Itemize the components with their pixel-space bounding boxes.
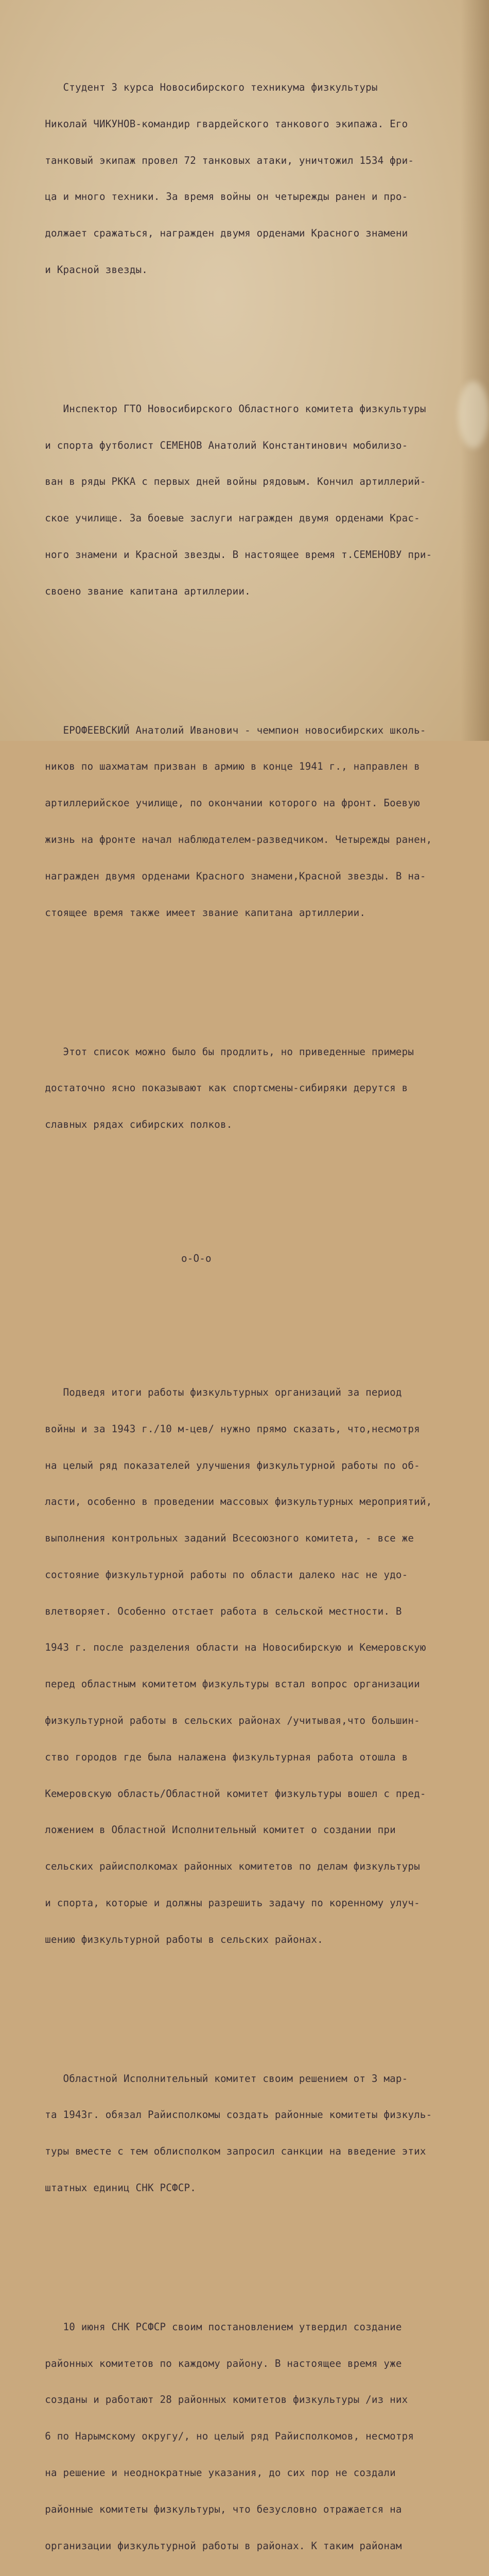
text-line: и спорта футболист СЕМЕНОВ Анатолий Константинович мобилизо- [27,439,408,451]
text-line: и Красной звезды. [27,263,148,276]
text-line: должает сражаться, награжден двумя орденами Красного знамени [27,227,408,240]
paragraph-snk-resolution [27,2297,480,2576]
paragraph-erofeevsky [27,700,480,943]
text-line: ного знамени и Красной звезды. В настоящее время т.СЕМЕНОВУ при- [27,548,432,561]
text-line: Кемеровскую область/Областной комитет физкультуры вошел с пред- [27,1787,426,1800]
paragraph-gap [27,646,480,664]
text-line: ское училище. За боевые заслуги награжден двумя орденами Крас- [27,512,420,524]
text-line: и спорта, которые и должны разрешить задачу по коренному улуч- [27,1896,420,1909]
text-line: на решение и неоднократные указания, до сих пор не создали [27,2467,396,2479]
text-line: состояние физкультурной работы по области далеко нас не удо- [27,1568,408,1581]
paragraph-conclusion-list [27,1021,480,1155]
text-line: ван в ряды РККА с первых дней войны рядовым. Кончил артиллерий- [27,476,426,488]
text-line: Инспектор ГТО Новосибирского Областного комитета физкультуры [27,402,426,415]
text-line: ЕРОФЕЕВСКИЙ Анатолий Иванович - чемпион новосибирских школь- [27,724,426,736]
section-separator [27,1228,480,1289]
text-line: районные комитеты физкультуры, что безусловно отражается на [27,2503,402,2515]
text-line: ложением в Областной Исполнительный комитет о создании при [27,1824,396,1836]
text-line: на целый ряд показателей улучшения физкультурной работы по об- [27,1459,420,1471]
text-line: 6 по Нарымскому округу/, но целый ряд Райисполкомов, несмотря [27,2430,414,2443]
paragraph-gap [27,1994,480,2012]
text-line: ство городов где была налажена физкультурная работа отошла в [27,1751,408,1763]
text-line: та 1943г. обязал Райисполкомы создать районные комитеты физкуль- [27,2109,432,2121]
paragraph-gap [27,2243,480,2260]
paragraph-results [27,1362,480,1970]
text-line: своено звание капитана артиллерии. [27,585,251,597]
text-line: достаточно ясно показывают как спортсмены-сибиряки дерутся в [27,1082,408,1094]
paragraph-gap [27,325,480,342]
text-line: ников по шахматам призван в армию в конце 1941 г., направлен в [27,760,420,773]
paragraph-gap [27,1179,480,1192]
text-line: ца и много техники. За время войны он четырежды ранен и про- [27,191,408,203]
text-line: жизнь на фронте начал наблюдателем-разведчиком. Четырежды ранен, [27,834,432,845]
text-line: награжден двумя орденами Красного знамени,Красной звезды. В на- [27,870,426,882]
text-line: физкультурной работы в сельских районах /учитывая,что большин- [27,1714,420,1726]
text-line: артиллерийское училище, по окончании которого на фронт. Боевую [27,797,420,809]
text-line: Этот список можно было бы продлить, но приведенные примеры [27,1045,414,1058]
separator-mark: о-О-о [181,1252,212,1264]
paragraph-gap [27,968,480,985]
text-line: Николай ЧИКУНОВ-командир гвардейского танкового экипажа. Его [27,117,408,130]
text-line: танковый экипаж провел 72 танковых атаки, уничтожил 1534 фри- [27,154,414,166]
text-line: штатных единиц СНК РСФСР. [27,2181,197,2194]
text-line: Подведя итоги работы физкультурных организаций за период [27,1386,402,1398]
text-line: Студент 3 курса Новосибирского техникума физкультуры [27,81,378,93]
text-line: перед областным комитетом физкультуры встал вопрос организации [27,1678,420,1690]
text-line: выполнения контрольных заданий Всесоюзного комитета, - все же [27,1532,414,1545]
text-line: войны и за 1943 г./10 м-цев/ нужно прямо сказать, что,несмотря [27,1422,420,1435]
text-line: ласти, особенно в проведении массовых физкультурных мероприятий, [27,1496,432,1508]
text-line: 1943 г. после разделения области на Новосибирскую и Кемеровскую [27,1641,426,1654]
text-line: туры вместе с тем облисполком запросил санкции на введение этих [27,2145,426,2158]
text-line: сельских райисполкомах районных комитетов по делам физкультуры [27,1860,420,1873]
text-line: созданы и работают 28 районных комитетов физкультуры /из них [27,2394,408,2406]
paragraph-oblispolkom-decision [27,2048,480,2218]
text-line: стоящее время также имеет звание капитана артиллерии. [27,906,366,919]
text-line: районных комитетов по каждому району. В настоящее время уже [27,2357,402,2369]
text-line: 10 июня СНК РСФСР своим постановлением утвердил создание [27,2320,402,2333]
text-line: организации физкультурной работы в районах. К таким районам [27,2539,402,2552]
text-line: шению физкультурной работы в сельских районах. [27,1933,323,1945]
paragraph-gap [27,1313,480,1326]
typed-text-body [27,21,480,2576]
text-line: славных рядах сибирских полков. [27,1118,233,1131]
text-line: влетворяет. Особенно отстает работа в сельской местности. В [27,1605,402,1617]
paragraph-semenov [27,379,480,622]
text-line: Областной Исполнительный комитет своим решением от 3 мар- [27,2072,408,2084]
paragraph-chikunov [27,57,480,300]
